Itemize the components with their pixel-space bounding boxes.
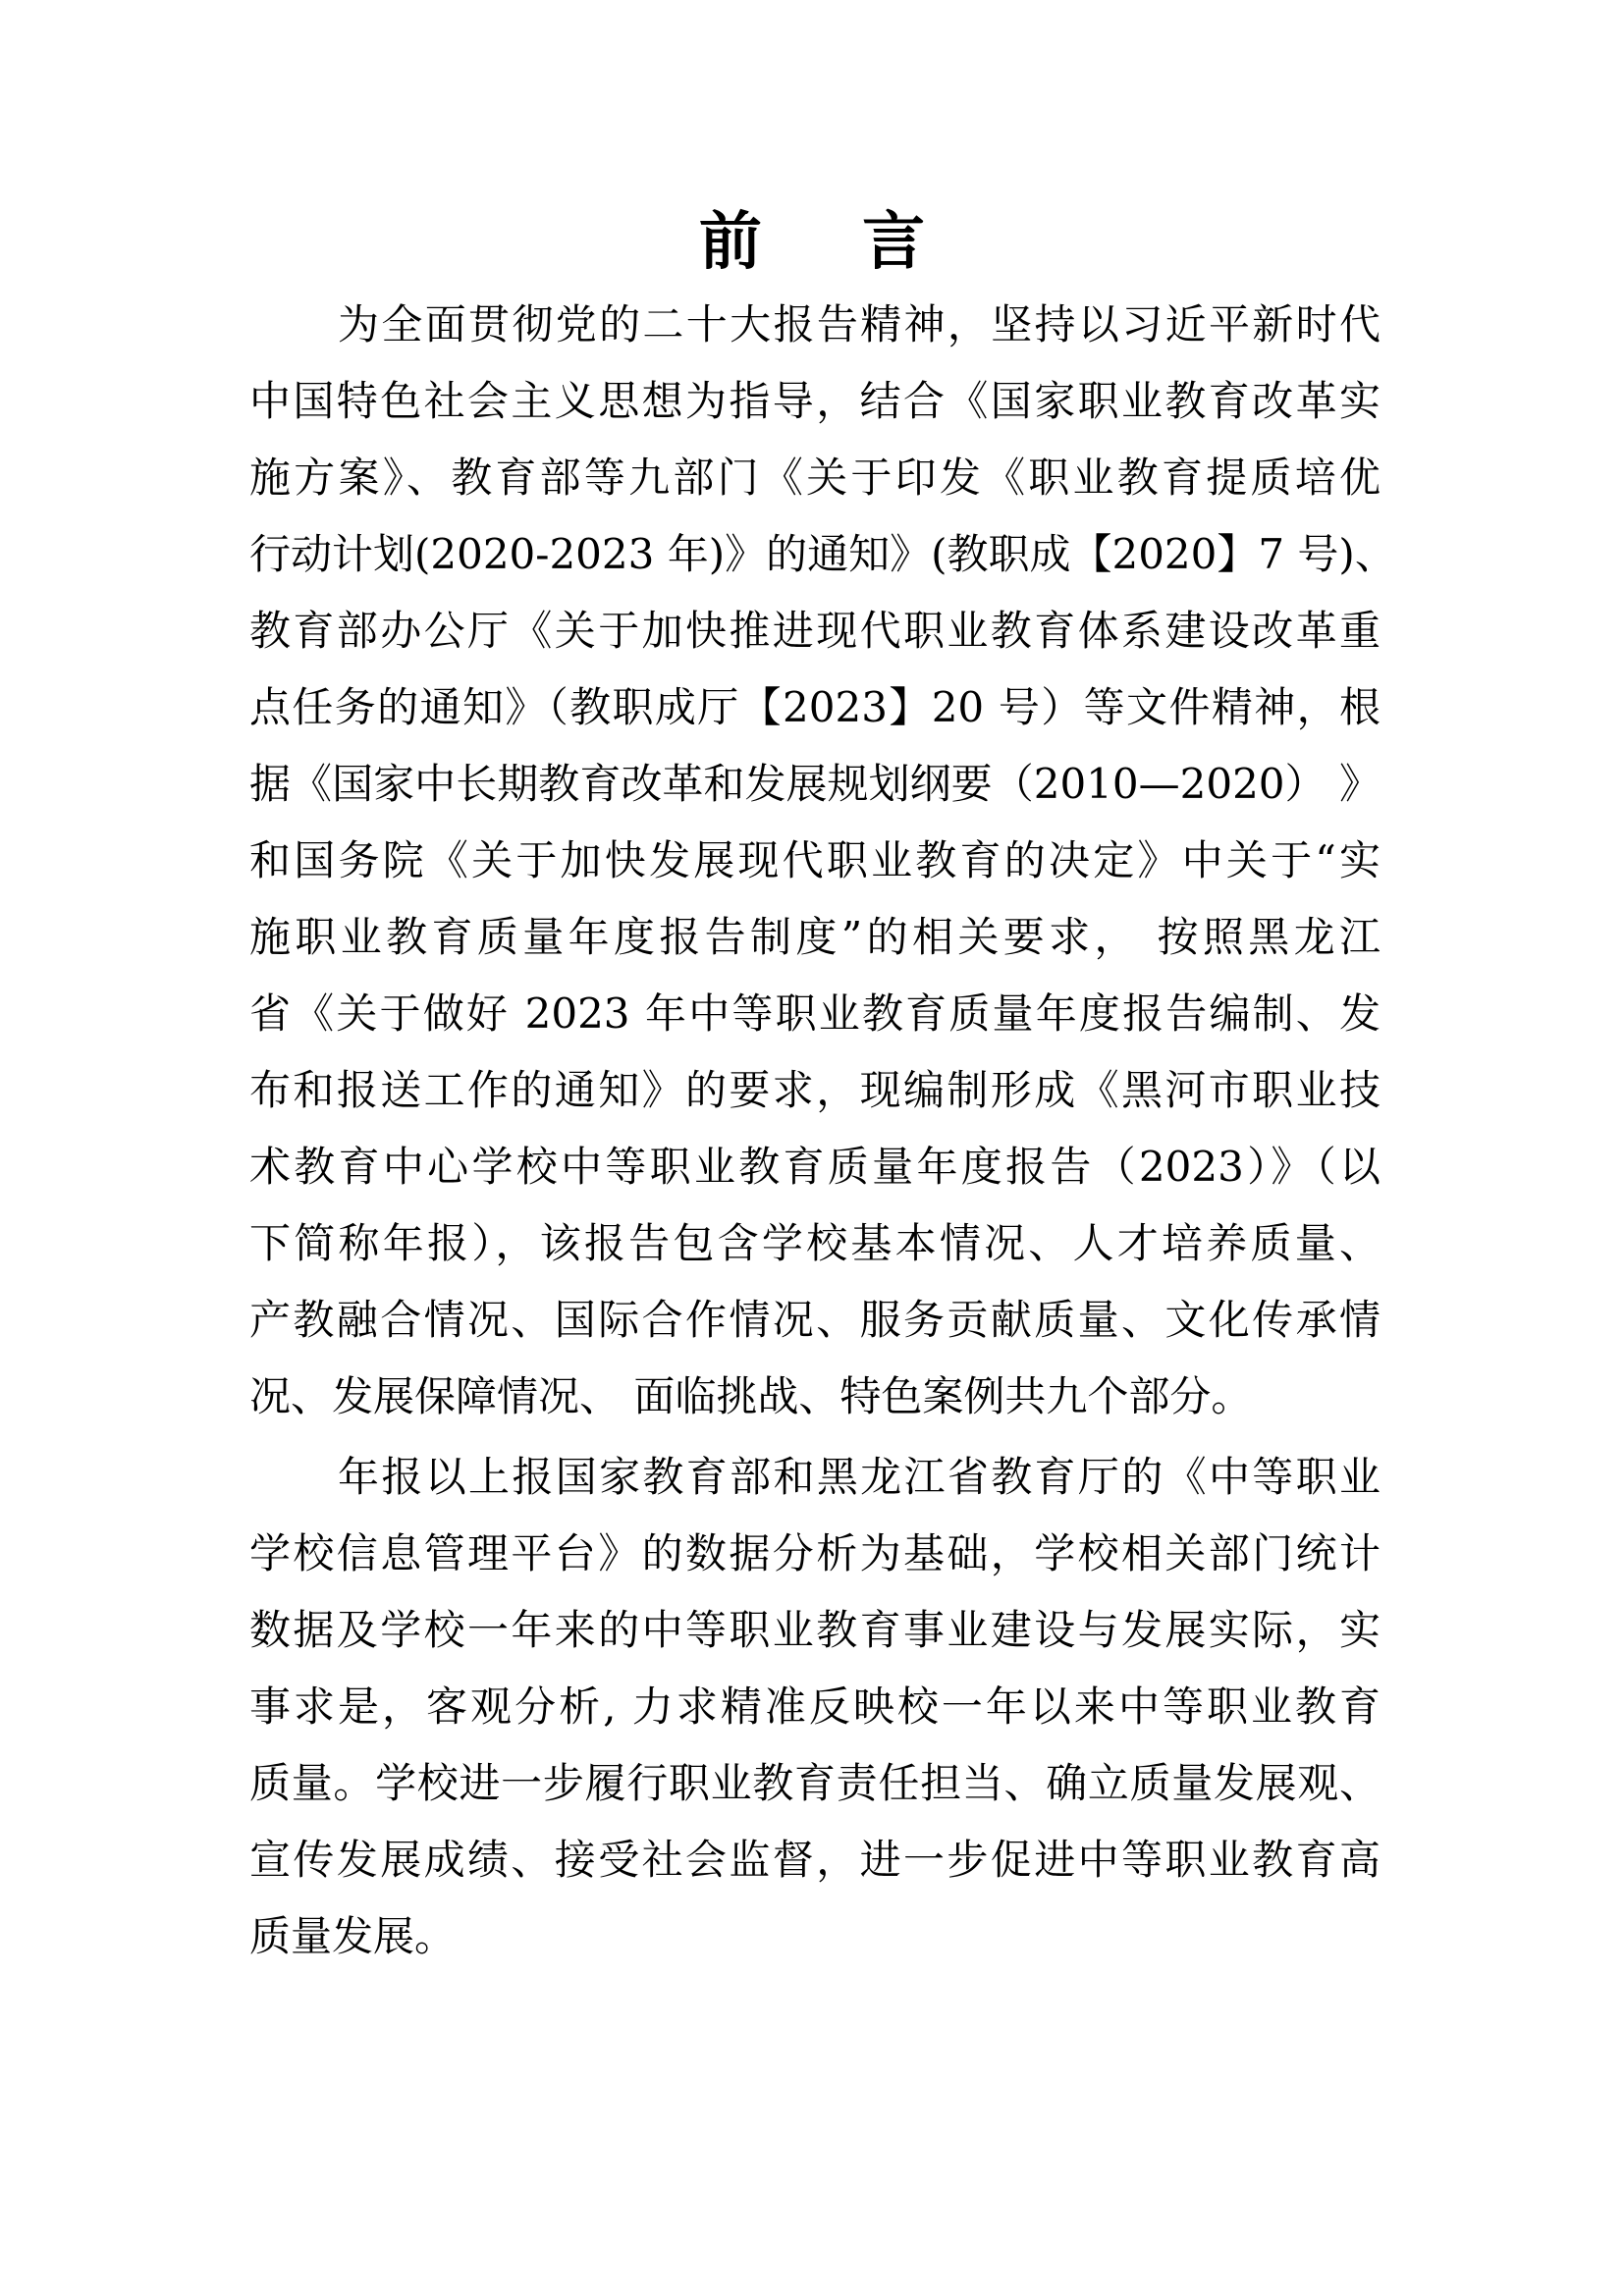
paragraph-line: 学校信息管理平台》的数据分析为基础，学校相关部门统计 bbox=[249, 1529, 1380, 1577]
paragraph-line: 产教融合情况、国际合作情况、服务贡献质量、文化传承情 bbox=[249, 1296, 1380, 1344]
paragraph-line: 术教育中心学校中等职业教育质量年度报告（2023）》（以 bbox=[249, 1143, 1380, 1191]
paragraph-line: 施方案》、教育部等九部门《关于印发《职业教育提质培优 bbox=[249, 454, 1380, 502]
paragraph-line: 点任务的通知》（教职成厅【2023】20 号）等文件精神，根 bbox=[249, 683, 1380, 731]
paragraph-line: 据《国家中长期教育改革和发展规划纲要（2010—2020） 》 bbox=[249, 760, 1380, 808]
paragraph-line: 下简称年报），该报告包含学校基本情况、人才培养质量、 bbox=[249, 1219, 1380, 1267]
paragraph-line: 教育部办公厅《关于加快推进现代职业教育体系建设改革重 bbox=[249, 607, 1380, 655]
paragraph-2 bbox=[249, 1439, 1380, 1975]
paragraph-line: 质量发展。 bbox=[249, 1912, 457, 1960]
paragraph-line: 宣传发展成绩、接受社会监督，进一步促进中等职业教育高 bbox=[249, 1836, 1380, 1884]
document-body bbox=[249, 287, 1396, 1975]
paragraph-line: 为全面贯彻党的二十大报告精神，坚持以习近平新时代 bbox=[338, 300, 1380, 348]
paragraph-line: 省《关于做好 2023 年中等职业教育质量年度报告编制、发 bbox=[249, 989, 1380, 1038]
paragraph-1 bbox=[249, 287, 1396, 1435]
paragraph-line: 行动计划(2020-2023 年)》的通知》(教职成【2020】7 号)、 bbox=[249, 530, 1396, 578]
paragraph-line: 中国特色社会主义思想为指导，结合《国家职业教育改革实 bbox=[249, 377, 1380, 425]
paragraph-line: 施职业教育质量年度报告制度”的相关要求， 按照黑龙江 bbox=[249, 913, 1380, 961]
paragraph-line: 年报以上报国家教育部和黑龙江省教育厅的《中等职业 bbox=[338, 1453, 1380, 1501]
paragraph-line: 数据及学校一年来的中等职业教育事业建设与发展实际，实 bbox=[249, 1606, 1380, 1654]
paragraph-line: 事求是，客观分析, 力求精准反映校一年以来中等职业教育 bbox=[249, 1682, 1380, 1731]
page-title: 前 言 bbox=[698, 206, 965, 279]
paragraph-line: 布和报送工作的通知》的要求，现编制形成《黑河市职业技 bbox=[249, 1066, 1380, 1114]
paragraph-line: 质量。学校进一步履行职业教育责任担当、确立质量发展观、 bbox=[249, 1759, 1380, 1807]
paragraph-line: 况、发展保障情况、 面临挑战、特色案例共九个部分。 bbox=[249, 1372, 1253, 1420]
paragraph-line: 和国务院《关于加快发展现代职业教育的决定》中关于“实 bbox=[249, 836, 1380, 884]
